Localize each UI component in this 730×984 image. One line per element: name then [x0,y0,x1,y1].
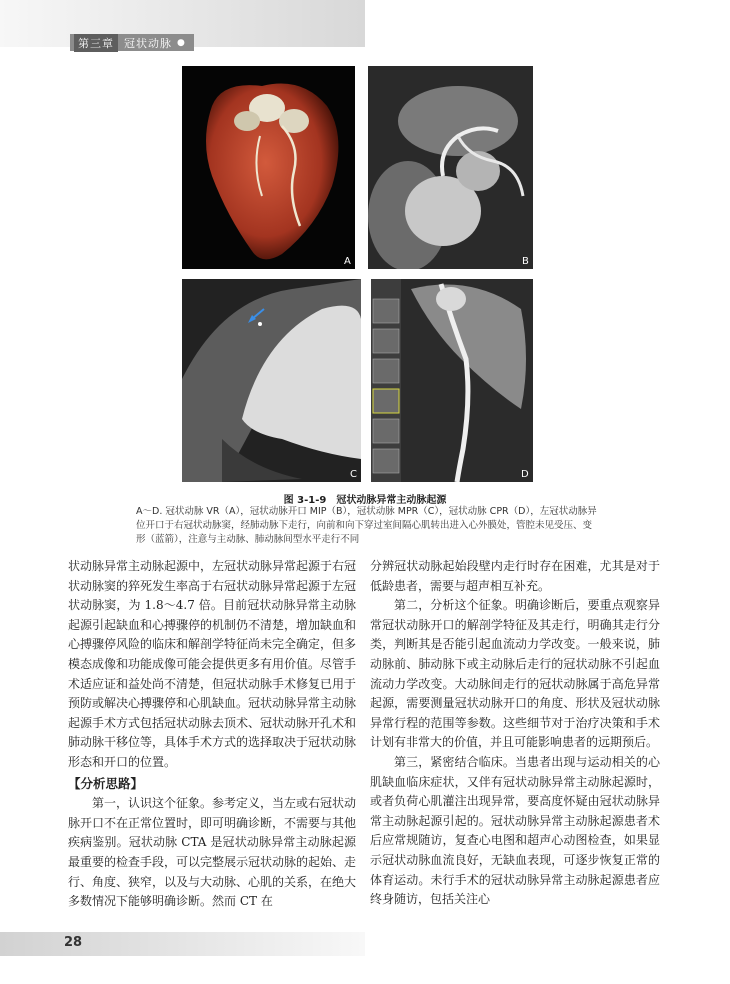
figure-panel-b [368,66,533,269]
section-heading: 【分析思路】 [68,775,144,791]
figure-panel-d [371,279,533,482]
footer-band [0,932,365,956]
figure-caption-body: A～D. 冠状动脉 VR（A），冠状动脉开口 MIP（B），冠状动脉 MPR（C），冠状动脉 CPR（D），左冠状动脉异位开口于右冠状动脉窦，经肺动脉下走行，向前和向下穿过室间隔心肌转出进入心外膜处，管腔未见受压、变形（蓝箭），注意与主动脉、肺动脉间型水平走行不同 [136,506,597,545]
right-paragraph-2: 第二，分析这个征象。明确诊断后，要重点观察异常冠状动脉开口的解剖学特征及其走行，明确其走行分类，判断其是否能引起血流动力学改变。一般来说，肺动脉前、肺动脉下或主动脉后走行的冠状动脉不引起血流动力学改变。大动脉间走行的冠状动脉属于高危异常起源，需要测量冠状动脉开口的角度、形状及冠状动脉异常行程的范围等参数。这些细节对于治疗决策和手术计划有非常大的价值，并且可能影响患者的远期预后。 [370,598,660,750]
bullet-icon: ● [177,37,186,48]
left-paragraph-2: 第一，认识这个征象。参考定义，当左或右冠状动脉开口不在正常位置时，即可明确诊断，不需要与其他疾病鉴别。冠状动脉 CTA 是冠状动脉异常主动脉起源最重要的检查手段，可以完整展示冠状动脉的起始、走行、角度、狭窄，以及与大动脉、心肌的关系，在绝大多数情况下能够明确诊断。然而 CT 在 [68,796,357,909]
right-paragraph-1: 分辨冠状动脉起始段壁内走行时存在困难，尤其是对于低龄患者，需要与超声相互补充。 [370,559,660,593]
mip-image [368,66,533,269]
figure-panel-c [182,279,361,482]
heart-vr-image [182,66,355,269]
chapter-title: 冠状动脉 [124,36,172,50]
panel-b-label: B [522,256,529,267]
right-paragraph-3: 第三，紧密结合临床。当患者出现与运动相关的心肌缺血临床症状，又伴有冠状动脉异常主动脉起源时，或者负荷心肌灌注出现异常，要高度怀疑由冠状动脉异常主动脉起源引起的。冠状动脉异常主动脉起源患者术后应常规随访，复查心电图和超声心动图检查，如果显示冠状动脉血流良好，无缺血表现，可逐步恢复正常的体育运动。未行手术的冠状动脉异常主动脉起源患者应终身随访，包括关注心 [370,754,660,907]
panel-d-label: D [521,469,529,480]
left-column [68,557,356,912]
figure-caption-title: 图 3-1-9 冠状动脉异常主动脉起源 [283,495,447,506]
figure-panel-a [182,66,355,269]
chapter-label [70,34,194,51]
left-paragraph-1: 状动脉异常主动脉起源中，左冠状动脉异常起源于右冠状动脉窦的猝死发生率高于右冠状动脉异常起源于左冠状动脉窦，为 1.8～4.7 倍。目前冠状动脉异常主动脉起源引起缺血和心搏骤停的机制仍不清楚，增加缺血和心搏骤停风险的临床和解剖学特征尚未完全确定，但多模态成像和功能成像可能会提供更多有用价值。尽管手术适应证和益处尚不清楚，但冠状动脉手术修复已用于预防或解决心搏骤停和心肌缺血。冠状动脉异常主动脉起源手术方式包括冠状动脉去顶术、冠状动脉开孔术和肺动脉干移位等，具体手术方式的选择取决于冠状动脉形态和开口的位置。 [68,559,357,769]
page-number: 28 [64,935,83,950]
panel-c-label: C [350,469,357,480]
chapter-number: 第三章 [74,34,118,52]
mpr-image [182,279,361,482]
panel-a-label: A [344,256,351,267]
cpr-image [371,279,533,482]
right-column [370,557,660,910]
